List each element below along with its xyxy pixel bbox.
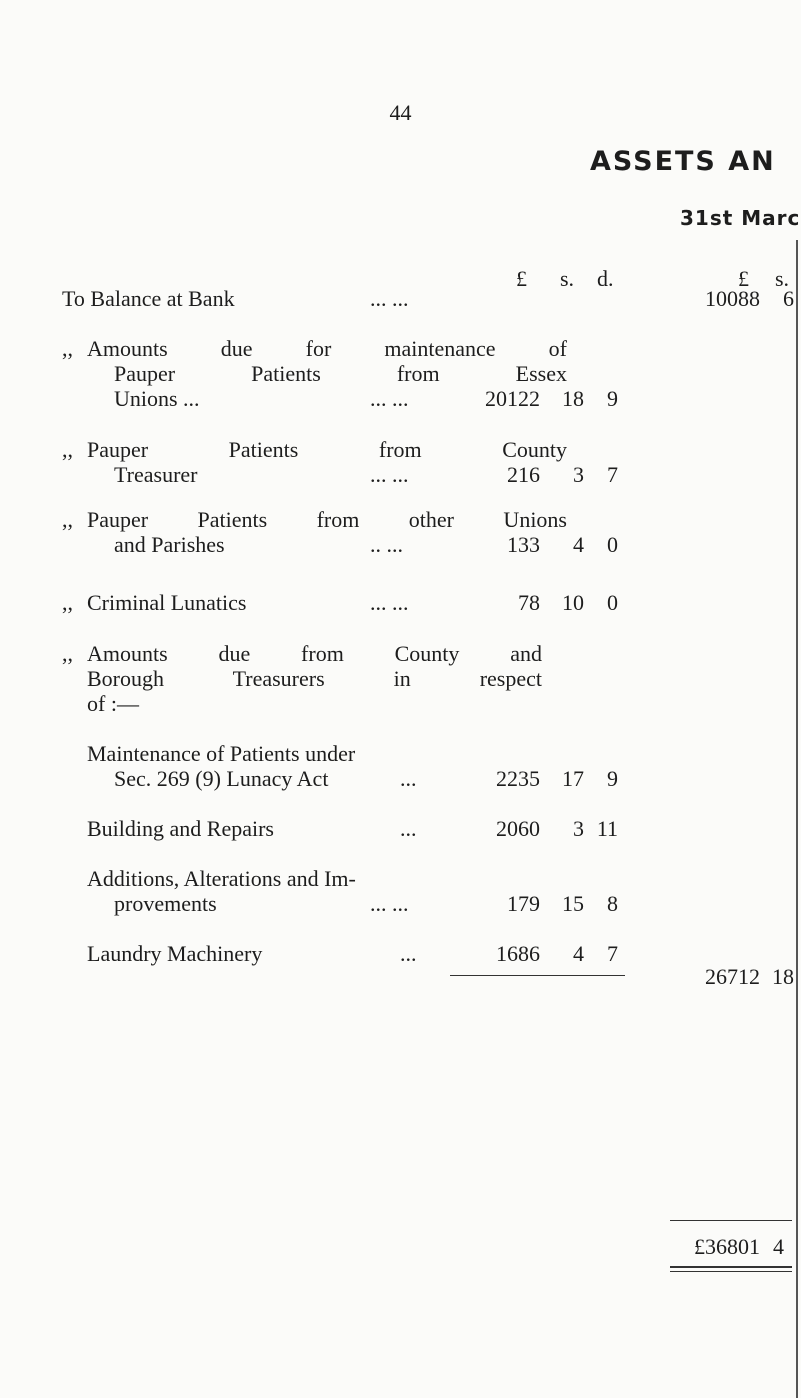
balance-total-pounds: 10088 (705, 286, 760, 311)
essex-dots: ... ... (370, 386, 409, 411)
additions-shillings: 15 (562, 891, 584, 916)
essex-shillings: 18 (562, 386, 584, 411)
building-dots: ... (400, 816, 417, 841)
additions-dots: ... ... (370, 891, 409, 916)
column-header-pence: d. (597, 266, 614, 291)
additions-pence: 8 (607, 891, 618, 916)
laundry-pounds: 1686 (496, 941, 540, 966)
county-pounds: 216 (507, 462, 540, 487)
additions-line-2: provements (114, 891, 217, 916)
county-prefix: ,, (62, 437, 73, 462)
grand-total-shillings: 4 (773, 1234, 784, 1259)
column-header-shillings: s. (560, 266, 575, 291)
maintenance-line-1: Maintenance of Patients under (87, 741, 356, 766)
section-title: ASSETS AN (590, 146, 776, 177)
other-unions-shillings: 4 (573, 532, 584, 557)
laundry-label: Laundry Machinery (87, 941, 263, 966)
other-unions-pence: 0 (607, 532, 618, 557)
criminal-pounds: 78 (518, 590, 540, 615)
county-pence: 7 (607, 462, 618, 487)
criminal-prefix: ,, (62, 590, 73, 615)
laundry-dots: ... (400, 941, 417, 966)
building-pence: 11 (596, 816, 618, 841)
additions-pounds: 179 (507, 891, 540, 916)
essex-line-2: Pauper Patients from Essex (114, 361, 567, 386)
borough-line-3: of :— (87, 691, 139, 716)
essex-line-1: Amounts due for maintenance of (87, 336, 567, 361)
subtotal-shillings: 18 (772, 964, 794, 989)
other-unions-line-1: Pauper Patients from other Unions (87, 507, 567, 532)
essex-prefix: ,, (62, 336, 73, 361)
total-rule-bottom-1 (670, 1266, 792, 1268)
column-header-total-shillings: s. (775, 266, 790, 291)
maintenance-shillings: 17 (562, 766, 584, 791)
essex-pounds: 20122 (485, 386, 540, 411)
essex-pence: 9 (607, 386, 618, 411)
section-date: 31st Marc (680, 206, 801, 230)
criminal-pence: 0 (607, 590, 618, 615)
column-header-pounds: £ (516, 266, 527, 291)
borough-line-2: Borough Treasurers in respect (87, 666, 542, 691)
total-rule-bottom-2 (670, 1271, 792, 1272)
county-shillings: 3 (573, 462, 584, 487)
column-header-total-pounds: £ (738, 266, 749, 291)
maintenance-dots: ... (400, 766, 417, 791)
laundry-pence: 7 (607, 941, 618, 966)
page-number: 44 (389, 100, 412, 125)
total-rule-top (670, 1220, 792, 1221)
other-unions-dots: .. ... (370, 532, 403, 557)
borough-line-1: Amounts due from County and (87, 641, 542, 666)
maintenance-pounds: 2235 (496, 766, 540, 791)
other-unions-prefix: ,, (62, 507, 73, 532)
criminal-dots: ... ... (370, 590, 409, 615)
county-line-1: Pauper Patients from County (87, 437, 567, 462)
building-label: Building and Repairs (87, 816, 274, 841)
other-unions-line-2: and Parishes (114, 532, 225, 557)
page-edge-line (796, 240, 798, 1398)
building-shillings: 3 (573, 816, 584, 841)
borough-prefix: ,, (62, 641, 73, 666)
balance-label: To Balance at Bank (62, 286, 235, 311)
maintenance-pence: 9 (607, 766, 618, 791)
criminal-shillings: 10 (562, 590, 584, 615)
laundry-shillings: 4 (573, 941, 584, 966)
other-unions-pounds: 133 (507, 532, 540, 557)
subtotal-pounds: 26712 (705, 964, 760, 989)
county-dots: ... ... (370, 462, 409, 487)
building-pounds: 2060 (496, 816, 540, 841)
subtotal-rule (450, 975, 625, 976)
maintenance-line-2: Sec. 269 (9) Lunacy Act (114, 766, 329, 791)
balance-total-shillings: 6 (783, 286, 794, 311)
essex-line-3: Unions ... (114, 386, 200, 411)
additions-line-1: Additions, Alterations and Im- (87, 866, 356, 891)
grand-total-pounds: £36801 (694, 1234, 760, 1259)
criminal-label: Criminal Lunatics (87, 590, 247, 615)
county-line-2: Treasurer (114, 462, 198, 487)
balance-dots: ... ... (370, 286, 409, 311)
